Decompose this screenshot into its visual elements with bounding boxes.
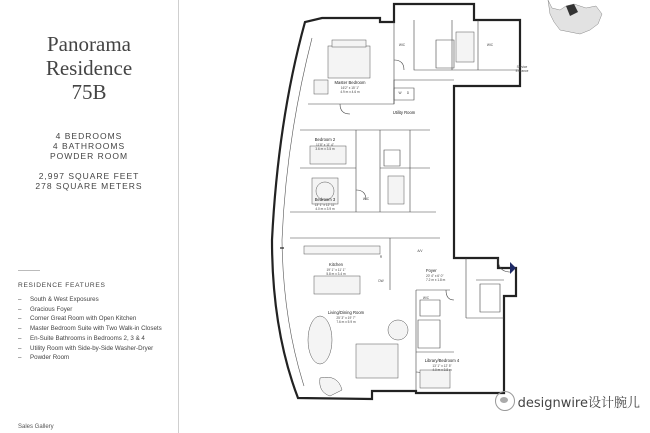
residence-title-line-1: Panorama [47, 32, 131, 56]
master-bed [328, 46, 370, 78]
kitchen-label: Kitchen [329, 262, 343, 267]
av-closet-label: A/V [417, 249, 423, 253]
kitchen-dim-metric: 5.8 m x 3.4 m [326, 272, 346, 276]
master-tub [456, 32, 474, 62]
bedroom2-dim: 11'8" x 11' 4" [316, 143, 334, 147]
master-bedroom-dim-metric: 4.9 m x 4.6 m [340, 90, 360, 94]
kitchen-dim: 19' 1" x 11' 1" [326, 268, 346, 272]
bedroom2-dim-metric: 3.6 m x 3.5 m [315, 147, 335, 151]
feature-item: – Powder Room [18, 354, 70, 362]
library-dim-metric: 4.0 m x 3.8 m [432, 368, 452, 372]
piano [320, 377, 342, 396]
kitchen-island [314, 276, 360, 294]
bedroom2-label: Bedroom 2 [314, 137, 336, 142]
wechat-logo-icon [495, 391, 515, 411]
feature-item: – Gracious Foyer [18, 305, 73, 313]
living-dining-dim: 25' 3" x 19' 7" [336, 316, 356, 320]
wic-label: WIC [362, 197, 370, 201]
dining-table [308, 316, 332, 364]
feature-item: – Utility Room with Side-by-Side Washer-Dryer [18, 344, 154, 352]
wc-label: W/C [422, 296, 430, 300]
bedroom3-dim-metric: 4.0 m x 3.9 m [315, 207, 335, 211]
feature-item: – En-Suite Bathrooms in Bedrooms 2, 3 & 4 [18, 334, 145, 342]
foyer-dim-metric: 7.2 m x 1.8 m [426, 278, 446, 282]
residence-title-line-3: 75B [71, 80, 107, 104]
service-entrance-label-2: Entrance [515, 69, 529, 73]
kitchen-counter [304, 246, 380, 254]
wic-label: WIC [398, 43, 406, 47]
living-seating [356, 344, 398, 378]
spec-powder-room: POWDER ROOM [49, 151, 129, 161]
residence-title-line-2: Residence [45, 56, 133, 80]
watermark [495, 391, 640, 411]
master-bedroom-dim: 16'2" x 15' 1" [340, 86, 360, 90]
key-plan-thumbnail [548, 0, 602, 34]
door-swings [340, 60, 510, 382]
area-square-meters: 278 SQUARE METERS [35, 181, 143, 191]
bath-tub [388, 176, 404, 204]
wic-label: WIC [486, 43, 494, 47]
area-square-feet: 2,997 SQUARE FEET [38, 171, 140, 181]
library-label: Library/Bedroom 4 [424, 358, 460, 363]
furniture [304, 32, 474, 396]
living-side-table [388, 320, 408, 340]
sales-gallery-label: Sales Gallery [18, 424, 54, 430]
library-dim: 13' 1" x 12' 5" [432, 364, 452, 368]
room-labels [315, 43, 529, 372]
master-bedroom-label: Master Bedroom [334, 80, 366, 85]
spec-bedrooms: 4 BEDROOMS [55, 131, 123, 141]
bedroom3-label: Bedroom 3 [314, 197, 336, 202]
dryer-label: D [406, 91, 410, 95]
feature-item: – Master Bedroom Suite with Two Walk-in Closets [18, 325, 162, 333]
washer-label: W [398, 91, 402, 95]
master-headboard [332, 40, 366, 47]
features-heading: RESIDENCE FEATURES [18, 282, 106, 289]
living-dining-dim-metric: 7.6 m x 5.9 m [336, 320, 356, 324]
spec-bathrooms: 4 BATHROOMS [52, 141, 126, 151]
feature-item: – Corner Great Room with Open Kitchen [18, 315, 137, 323]
foyer-dim: 20' 4" x 6' 0" [426, 274, 444, 278]
bedroom3-dim: 13' 1" x 12' 11" [314, 203, 336, 207]
refrigerator-label: R [379, 255, 383, 259]
library-bed [420, 370, 450, 388]
foyer-label: Foyer [426, 268, 437, 273]
feature-item: – South & West Exposures [18, 296, 99, 303]
utility-room-label: Utility Room [392, 110, 416, 115]
master-chair [314, 80, 328, 94]
watermark-text: designwire设计腕儿 [517, 395, 640, 411]
service-entrance-label-1: Service [516, 65, 528, 69]
living-dining-label: Living/Dining Room [327, 310, 365, 315]
dishwasher-label: DW [378, 279, 384, 283]
